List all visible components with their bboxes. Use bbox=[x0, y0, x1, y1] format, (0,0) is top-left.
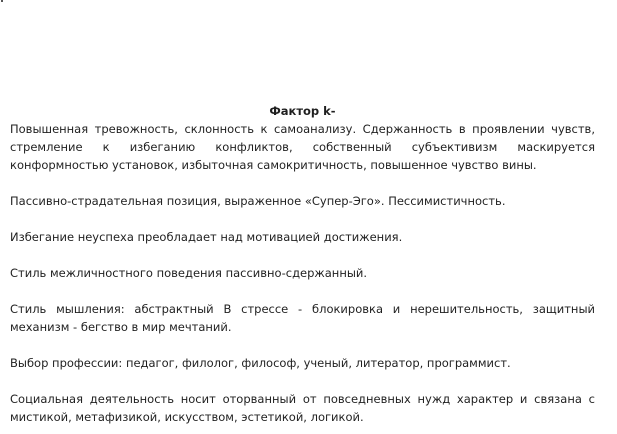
paragraph-interpersonal-style: Стиль межличностного поведения пассивно-сдержанный. bbox=[10, 266, 368, 280]
paragraph-social-activity: Социальная деятельность носит оторванный от повседневных нужд характер и связана с мистикой, метафизикой, искусством, эстетикой, логикой. bbox=[10, 392, 595, 424]
paragraph-thinking-style: Стиль мышления: абстрактный В стрессе - блокировка и нерешительность, защитный механизм - бегство в мир мечтаний. bbox=[10, 302, 595, 334]
paragraph-failure-avoidance: Избегание неуспеха преобладает над мотивацией достижения. bbox=[10, 230, 403, 244]
paragraph-profession-choice: Выбор профессии: педагог, филолог, философ, ученый, литератор, программист. bbox=[10, 356, 511, 370]
corner-dot bbox=[1, 0, 3, 2]
document-body bbox=[10, 102, 595, 426]
document-title: Фактор k- bbox=[269, 104, 336, 118]
paragraph-passive-position: Пассивно-страдательная позиция, выраженное «Супер-Эго». Пессимистичность. bbox=[10, 194, 506, 208]
paragraph-anxiety: Повышенная тревожность, склонность к самоанализу. Сдержанность в проявлении чувств, стремление к избеганию конфликтов, собственный субъективизм маскируется конформностью установок, избыточная самокритичность, повышенное чувство вины. bbox=[10, 122, 595, 172]
